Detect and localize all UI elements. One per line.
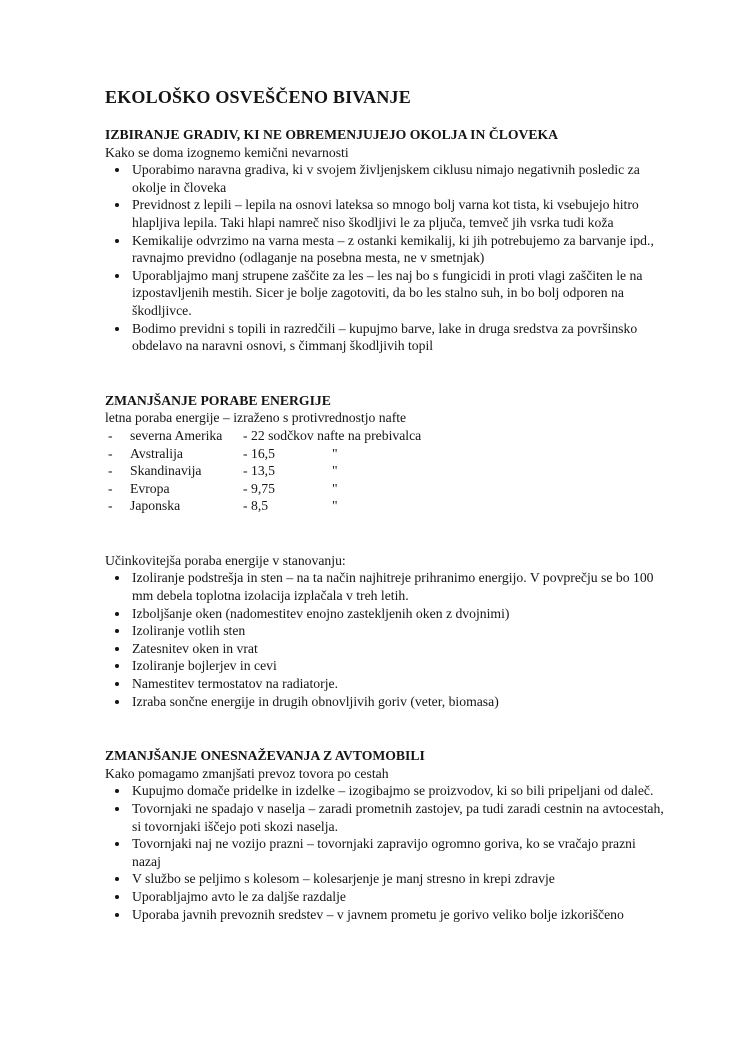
energy-region: Evropa (130, 480, 170, 496)
energy-row (105, 480, 665, 498)
energy-row (105, 497, 665, 515)
energy-value: - 22 sodčkov nafte na prebivalca (243, 427, 422, 443)
bullet-item: • Uporabljajmo manj strupene zaščite za les – les naj bo s fungicidi in proti vlagi zaščiten le na izpostavljenih mestih. Sicer je bolje zagotoviti, da bo les stalno suh, in bo bolj odporen na škodljivce. (130, 267, 665, 320)
bullet-item: • Tovornjaki naj ne vozijo prazni – tovornjaki zapravijo ogromno goriva, ko se vračajo prazni nazaj (130, 835, 665, 870)
ditto-mark: " (332, 498, 338, 514)
energy-subheading: Učinkovitejša poraba energije v stanovanju: (105, 552, 346, 568)
dash-marker: - (108, 463, 113, 479)
section-energy (105, 392, 665, 711)
energy-consumption-list (105, 427, 665, 515)
ditto-mark: " (332, 480, 338, 496)
dash-marker: - (108, 498, 113, 514)
energy-row (105, 445, 665, 463)
bullet-item: • Previdnost z lepili – lepila na osnovi lateksa so mnogo bolj varna kot tista, ki vsebujejo hitro hlapljiva lepila. Taki hlapi namreč niso škodljivi le za pljuča, temveč jih vsrka tudi koža (130, 196, 665, 231)
bullet-item: • Izboljšanje oken (nadomestitev enojno zastekljenih oken z dvojnimi) (130, 605, 665, 623)
bullet-item: • Kemikalije odvrzimo na varna mesta – z ostanki kemikalij, ki jih potrebujemo za barvanje ipd., ravnajmo previdno (odlaganje na posebna mesta, ne v smetnjak) (130, 232, 665, 267)
bullet-item: • Zatesnitev oken in vrat (130, 640, 665, 658)
bullet-item: • Izoliranje bojlerjev in cevi (130, 657, 665, 675)
section-heading: IZBIRANJE GRADIV, KI NE OBREMENJUJEJO OKOLJA IN ČLOVEKA (105, 127, 559, 142)
dash-marker: - (108, 480, 113, 496)
energy-region: severna Amerika (130, 427, 223, 443)
energy-region: Japonska (130, 498, 181, 514)
section-cars (105, 747, 665, 923)
bullet-item: • Kupujmo domače pridelke in izdelke – izogibajmo se proizvodov, ki so bili pripeljani od daleč. (130, 782, 665, 800)
document-content (105, 86, 665, 923)
section-heading: ZMANJŠANJE ONESNAŽEVANJA Z AVTOMOBILI (105, 748, 425, 764)
energy-value: - 9,75 (243, 480, 275, 496)
energy-value: - 8,5 (243, 498, 269, 514)
ditto-mark: " (332, 463, 338, 479)
bullet-item: • Tovornjaki ne spadajo v naselja – zaradi prometnih zastojev, pa tudi zaradi cestnin na avtocestah, si tovornjaki iščejo poti skozi naselja. (130, 800, 665, 835)
bullet-item: • Uporaba javnih prevoznih sredstev – v javnem prometu je gorivo veliko bolje izkoriščeno (130, 906, 665, 924)
bullet-item: • Izraba sončne energije in drugih obnovljivih goriv (veter, biomasa) (130, 693, 665, 711)
bullet-item: • Uporabljajmo avto le za daljše razdalje (130, 888, 665, 906)
section-intro: Kako pomagamo zmanjšati prevoz tovora po cestah (105, 765, 389, 781)
bullet-item: • Izoliranje votlih sten (130, 622, 665, 640)
energy-value: - 16,5 (243, 445, 275, 461)
energy-row (105, 462, 665, 480)
bullet-item: • Namestitev termostatov na radiatorje. (130, 675, 665, 693)
bullet-item: • Bodimo previdni s topili in razredčili – kupujmo barve, lake in druga sredstva za površinsko obdelavo na naravni osnovi, s čimmanj škodljivih topil (130, 320, 665, 355)
section-materials (105, 126, 665, 355)
section-intro: letna poraba energije – izraženo s protivrednostjo nafte (105, 410, 407, 426)
energy-region: Avstralija (130, 445, 183, 461)
document-title: EKOLOŠKO OSVEŠČENO BIVANJE (105, 87, 411, 107)
dash-marker: - (108, 445, 113, 461)
dash-marker: - (108, 427, 113, 443)
bullet-item: • V službo se peljimo s kolesom – kolesarjenje je manj stresno in krepi zdravje (130, 870, 665, 888)
energy-value: - 13,5 (243, 463, 275, 479)
bullet-item: • Uporabimo naravna gradiva, ki v svojem življenjskem ciklusu nimajo negativnih posledic za okolje in človeka (130, 161, 665, 196)
energy-region: Skandinavija (130, 463, 202, 479)
section-heading: ZMANJŠANJE PORABE ENERGIJE (105, 392, 331, 408)
section-intro: Kako se doma izognemo kemični nevarnosti (105, 144, 349, 160)
ditto-mark: " (332, 445, 338, 461)
energy-row (105, 427, 665, 445)
bullet-list (105, 569, 665, 710)
bullet-item: • Izoliranje podstrešja in sten – na ta način najhitreje prihranimo energijo. V povprečju se bo 100 mm debela toplotna izolacija izplačala v treh letih. (130, 569, 665, 604)
bullet-list (105, 161, 665, 355)
bullet-list (105, 782, 665, 923)
